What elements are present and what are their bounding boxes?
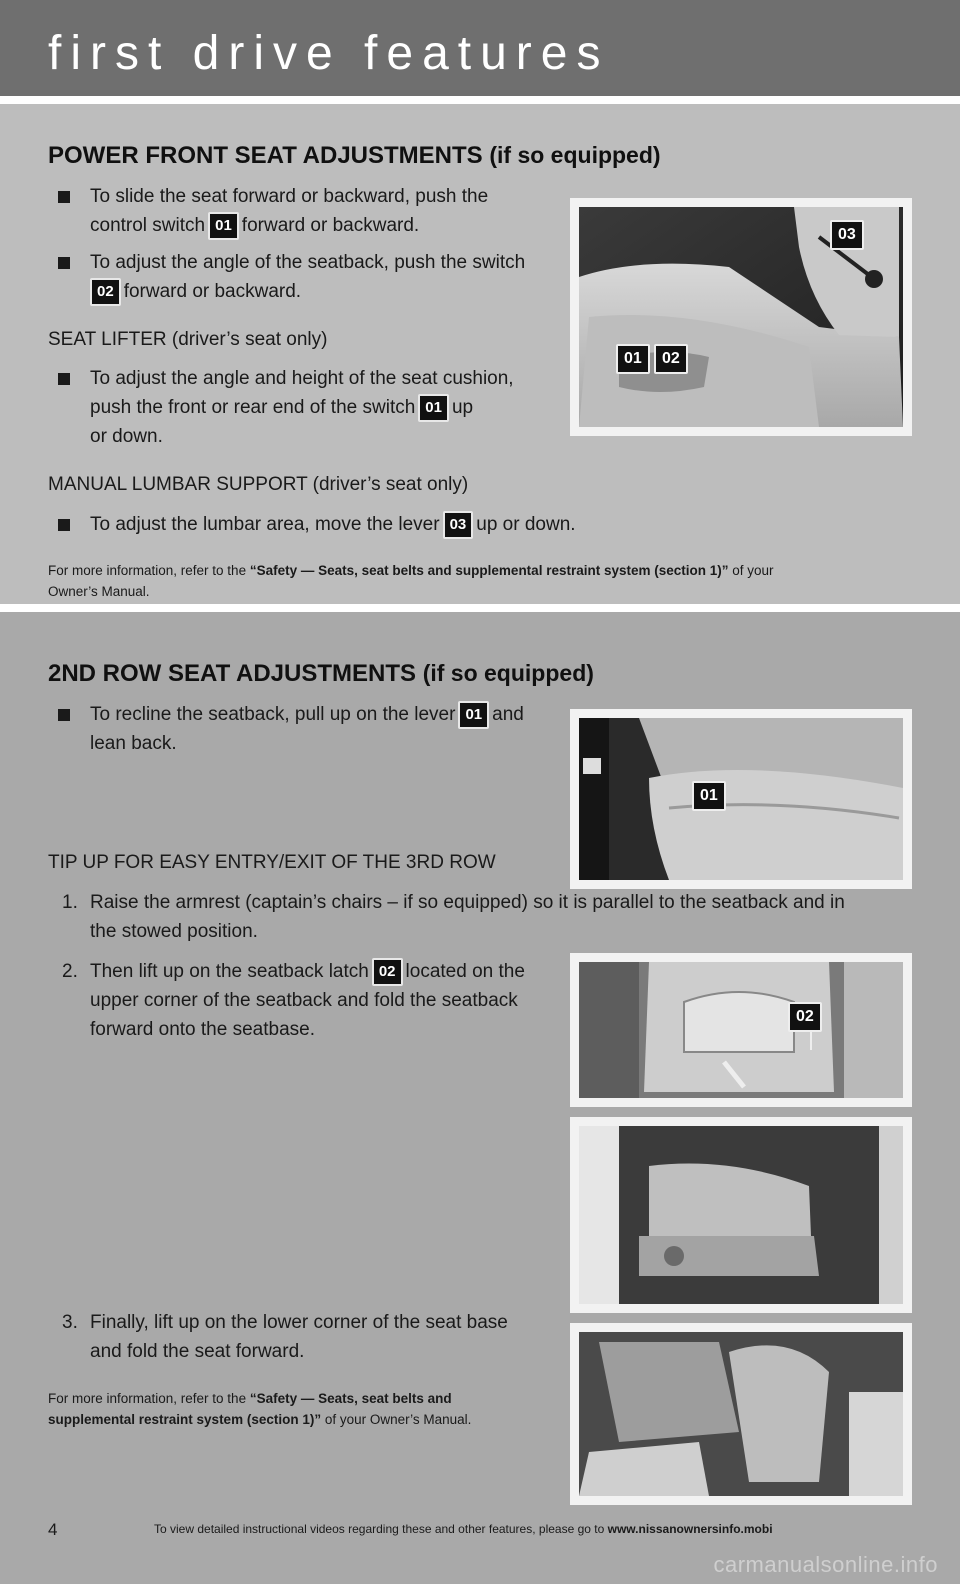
s1-bullet1-text-b: control switch [90,215,206,236]
second-row-recline-illustration [579,718,903,880]
photo-badge-03: 03 [830,220,864,250]
step2-text-b: located on the [405,961,525,982]
section2-title-suffix: (if so equipped) [422,660,594,686]
section2-title [48,660,594,689]
manual-lumbar-heading: MANUAL LUMBAR SUPPORT (driver’s seat only) [48,474,469,495]
step1-line1: Raise the armrest (captain’s chairs – if so equipped) so it is parallel to the seatback and in [90,892,845,913]
step3-line2: and fold the seat forward. [90,1341,305,1362]
s2-note-b: of your Owner’s Manual. [324,1412,472,1427]
bullet-marker [58,191,70,203]
bullet-marker [58,257,70,269]
step1-line2: the stowed position. [90,921,258,942]
s2-bullet1-text-b: and [492,704,524,725]
section1-title-main: POWER FRONT SEAT ADJUSTMENTS [48,142,483,169]
tip-up-heading: TIP UP FOR EASY ENTRY/EXIT OF THE 3RD ROW [48,852,496,873]
s2-bullet1-line2: lean back. [90,733,177,754]
step2-line3: forward onto the seatbase. [90,1019,315,1040]
seat-lifter-heading: SEAT LIFTER (driver’s seat only) [48,329,328,350]
page-number: 4 [48,1520,58,1539]
s1-note-a: For more information, refer to the [48,563,247,578]
s1-bullet1-line1: To slide the seat forward or backward, push the [90,186,489,207]
step1-number: 1. [62,892,78,913]
s2-note-a: For more information, refer to the [48,1391,247,1406]
folded-seat-forward-illustration [579,1332,903,1496]
s1-bullet4 [90,510,576,539]
latch-pointer-line [810,1032,812,1050]
bullet-marker [58,373,70,385]
s1-note-bold: “Safety — Seats, seat belts and supplemental restraint system (section 1)” [249,563,729,578]
section-divider [0,604,960,612]
switch-02-badge: 02 [90,278,121,306]
page-header [0,0,960,96]
s2-note-bold-b: supplemental restraint system (section 1)” [48,1412,322,1427]
step2-number: 2. [62,961,78,982]
footer-text [154,1522,773,1536]
s1-bullet3-text-c: up [451,397,474,418]
s1-bullet2-line1: To adjust the angle of the seatback, push the switch [90,252,526,273]
s1-note-b: of your [732,563,774,578]
header-divider [0,96,960,104]
s1-bullet3-line1: To adjust the angle and height of the seat cushion, [90,368,514,389]
s1-bullet3-line2 [90,393,473,422]
latch-02-badge: 02 [372,958,403,986]
switch-01-badge: 01 [208,212,239,240]
s1-bullet2-text-b: forward or backward. [123,281,302,302]
footer-text-a: To view detailed instructional videos regarding these and other features, please go to [154,1522,605,1536]
header-title: first drive features [48,27,610,80]
s1-bullet3-line3: or down. [90,426,163,447]
photo-badge-02: 02 [788,1002,822,1032]
s1-bullet3-text-b: push the front or rear end of the switch [90,397,416,418]
lever-01-badge: 01 [458,701,489,729]
folded-seatback-photo [570,1117,912,1313]
folded-seatback-illustration [579,1126,903,1304]
s1-bullet1-text-c: forward or backward. [241,215,420,236]
s1-bullet2-line2 [87,277,301,306]
section1-title [48,142,661,171]
folded-seat-forward-photo [570,1323,912,1505]
section2-note [48,1388,471,1430]
watermark: carmanualsonline.info [713,1552,938,1577]
section1-title-suffix: (if so equipped) [489,142,661,168]
switch-01-badge: 01 [418,394,449,422]
step3-line1: Finally, lift up on the lower corner of the seat base [90,1312,508,1333]
s2-bullet1-line1 [90,700,524,729]
s1-bullet4-text-b: up or down. [476,514,576,535]
section2-title-main: 2ND ROW SEAT ADJUSTMENTS [48,660,417,687]
s1-note-c: Owner’s Manual. [48,584,150,599]
s1-bullet4-text-a: To adjust the lumbar area, move the lever [90,514,440,535]
photo-badge-02: 02 [654,344,688,374]
step2-line2: upper corner of the seatback and fold the seatback [90,990,518,1011]
photo-badge-01: 01 [692,781,726,811]
seatback-latch-photo [570,953,912,1107]
s1-bullet1-line2 [90,211,419,240]
step2-text-a: Then lift up on the seatback latch [90,961,369,982]
second-row-recline-photo [570,709,912,889]
seatback-latch-illustration [579,962,903,1098]
step3-number: 3. [62,1312,78,1333]
section1-note [48,560,774,602]
footer-url-link[interactable]: www.nissanownersinfo.mobi [607,1522,773,1536]
s2-bullet1-text-a: To recline the seatback, pull up on the lever [90,704,456,725]
bullet-marker [58,519,70,531]
bullet-marker [58,709,70,721]
lever-03-badge: 03 [443,511,474,539]
photo-badge-01: 01 [616,344,650,374]
step2-line1 [90,957,525,986]
s2-note-bold-a: “Safety — Seats, seat belts and [249,1391,452,1406]
